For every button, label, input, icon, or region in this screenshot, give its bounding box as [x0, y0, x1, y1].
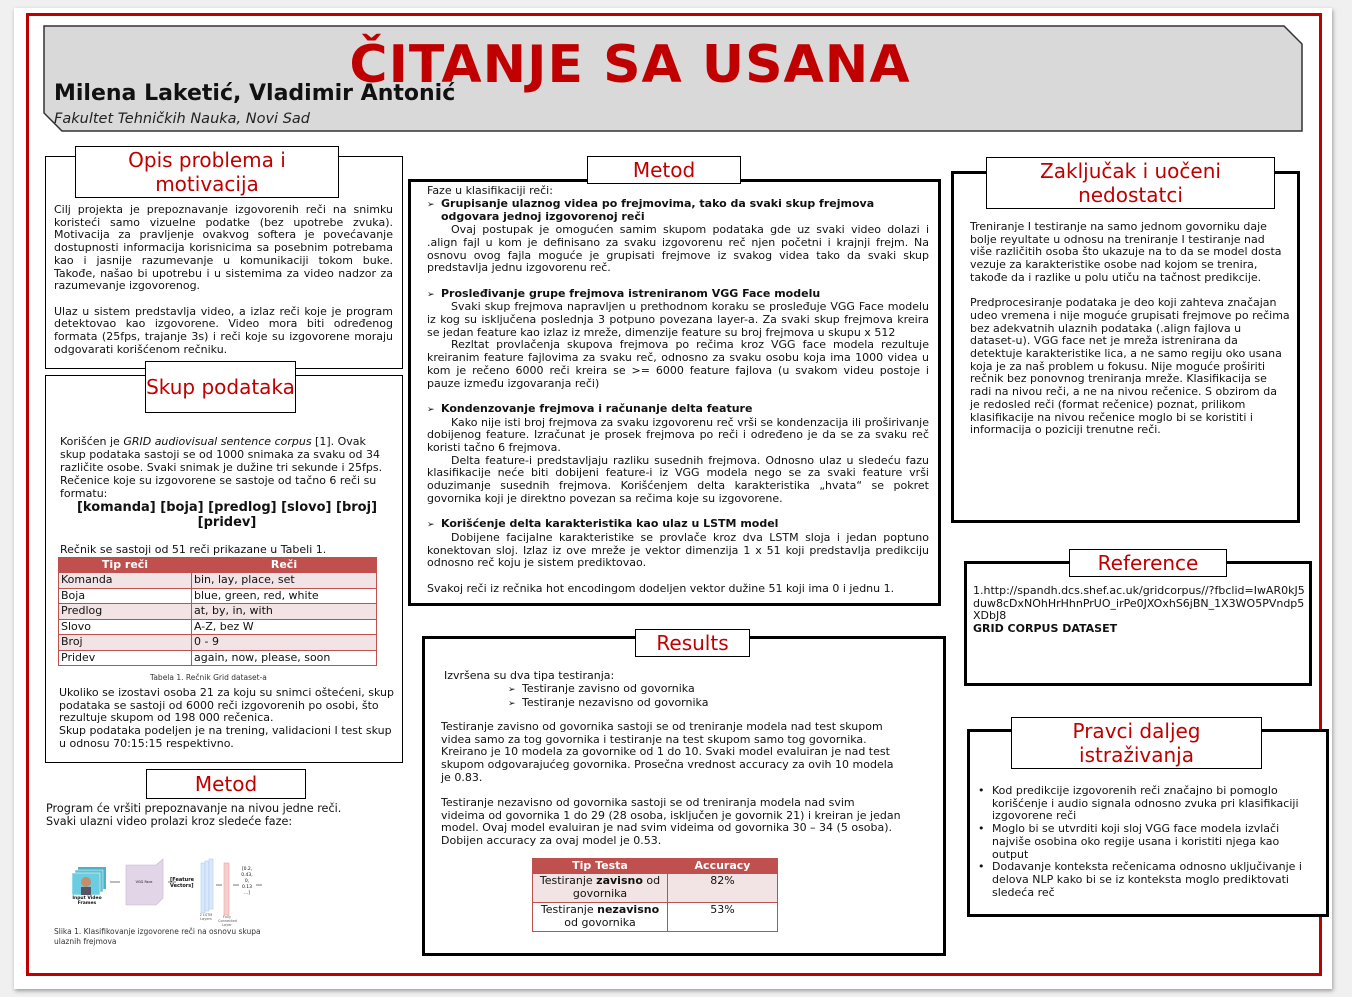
step-paragraph: Ovaj postupak je omogućen samim skupom podataka gde uz svaki video dolazi i .align fajl u kom je definisano za svaku izgovorenu reč njen početni i krajnji frejm. Na osnovu ovog fajla moguće je grupisati frejmove iz svakog videa tako da svaki skup predstavlja jednu izgovorenu reč. [427, 223, 929, 275]
arrow-bullet-icon: ➢ [427, 404, 435, 415]
skup-text-after [59, 687, 399, 751]
opis-paragraph-2: Ulaz u sistem predstavlja video, a izlaz reči koje je program detektovao kao izgovorene. Video mora biti određenog formata (25fps, trajanje 3s) i reči koje su izgovorene moraju odgovarati korišćenom rečniku. [54, 304, 393, 356]
skup-paragraph-3: Ukoliko se izostavi osoba 21 za koju su snimci oštećeni, skup podataka se sastoji od 6000 reči izgovorenih po osobi, što rezultuje skupom od 198 000 rečenica. [59, 686, 394, 725]
diagram-output-label: [0.2, 0.43, 0, 0.13 ...] [241, 867, 253, 896]
section-title-pravci: Pravci daljeg istraživanja [1011, 717, 1262, 769]
skup-text [60, 435, 394, 556]
arrow-bullet-icon: ➢ [508, 685, 516, 695]
arrow-bullet-icon: ➢ [508, 698, 516, 709]
words-cell: bin, lay, place, set [192, 573, 377, 589]
metod-center-text [427, 185, 929, 595]
face-icon [81, 877, 91, 887]
table-header: Tip Testa [533, 859, 668, 874]
word-type-cell: Predlog [59, 604, 192, 620]
words-cell: at, by, in, with [192, 604, 377, 620]
lstm-layer [209, 859, 213, 909]
results-type-item: ➢ Testiranje zavisno od govornika [508, 682, 695, 695]
skup-paragraph-2: Rečnik se sastoji od 51 reči prikazane u Tabeli 1. [60, 542, 327, 556]
word-type-cell: Komanda [59, 573, 192, 589]
pravci-list-container [976, 785, 1316, 899]
test-type-cell: Testiranje zavisno od govornika [533, 874, 668, 903]
metod-left-text [46, 803, 396, 828]
test-type-cell: Testiranje nezavisno od govornika [533, 903, 668, 932]
skup-paragraph-4: Skup podataka podeljen je na trening, validacioni I test skup u odnosu 70:15:15 respektivno. [59, 724, 392, 750]
metod-outro: Svakoj reči iz rečnika hot encodingom dodeljen vektor dužine 51 koji ima 0 i jednu 1. [427, 581, 895, 595]
section-title-zakljucak: Zaključak i uočeni nedostatci [986, 157, 1275, 209]
table-row [59, 635, 377, 651]
affiliation: Fakultet Tehničkih Nauka, Novi Sad [54, 111, 310, 127]
results-paragraph-2: Testiranje nezavisno od govornika sastoji se od treniranja modela nad svim videima od govornika 1 do 29 (28 osoba, isključen je govornik 21) i kreiran je jedan model. Ovaj model evaluiran je nad svim videima od govornika 30 – 34 (5 osoba). Dobijen accuracy za ovaj model je 0.53. [441, 796, 901, 848]
section-title-results: Results [635, 629, 750, 657]
accuracy-table [532, 858, 778, 932]
results-type-item: ➢ Testiranje nezavisno od govornika [508, 695, 709, 709]
step-heading: ➢ Korišćenje delta karakteristika kao ulaz u LSTM model [427, 517, 779, 531]
step-paragraph: Rezltat provlačenja skupova frejmova po rečima kroz VGG face modela rezultuje kreiranim feature fajlovima za svaku reč, odnosno za svaku osobu koja ima 1000 videa u kom je rečeno 6000 reči kreira se >= 6000 feature fajlova (u svakom videu postoje i pauze između izgovaranja reči) [427, 338, 929, 390]
diagram-feature-label: [Feature Vectors] [170, 877, 195, 889]
table-header: Reči [192, 558, 377, 573]
step-heading: ➢ Prosleđivanje grupe frejmova istreniranom VGG Face modelu [427, 286, 821, 300]
list-item: • Kod predikcije izgovorenih reči značajno bi pomoglo korišćenje i audio signala odnosno zvuka pri klasifikaciji izgovorene reči [976, 785, 1316, 823]
step-heading: ➢ Grupisanje ulaznog videa po frejmovima, tako da svaki skup frejmova odgovara jednoj izgovorenoj reči [427, 196, 875, 224]
metod-left-line-2: Svaki ulazni video prolazi kroz sledeće faze: [46, 814, 293, 828]
section-title-metod-left: Metod [146, 769, 306, 799]
opis-paragraph-1: Cilj projekta je prepoznavanje izgovorenih reči na snimku koristeći samo vizuelne podatke (bez upotrebe zvuka). Motivacija za pravljenje ovakvog softera je povećavanje dostupnosti informacija korisnicima sa posebnim potrebama kao i jasnije razumevanje u komunikaciji tokom buke. Takođe, našao bi upotrebu i u sistemima za video nadzor za razumevanje izgovorenog. [54, 203, 393, 293]
list-item: • Dodavanje konteksta rečenicama odnosno uključivanje i delova NLP kako bi se iz konteksta moglo prediktovati sledeća reč [976, 861, 1316, 899]
skup-paragraph-1: Korišćen je GRID audiovisual sentence corpus [1]. Ovak skup podataka sastoji se od 1000 snimaka za svaku od 34 različite osobe. Svaki snimak je dužine tri sekunde i 25fps. Rečenice koje su izgovorene se sastoje od tačno 6 reči su formatu: [60, 435, 383, 500]
zakljucak-text [970, 221, 1290, 437]
table-header: Tip reči [59, 558, 192, 573]
arrow-bullet-icon: ➢ [427, 289, 435, 300]
accuracy-cell: 82% [668, 874, 778, 903]
word-type-cell: Slovo [59, 619, 192, 635]
table-row [59, 588, 377, 604]
results-intro: Izvršena su dva tipa testiranja: [444, 669, 615, 682]
list-item: • Moglo bi se utvrditi koji sloj VGG face modela izvlači najviše osobina oko regije usana i koristiti njega kao output [976, 823, 1316, 861]
results-types-list [508, 683, 808, 710]
word-type-cell: Pridev [59, 650, 192, 666]
table-caption: Tabela 1. Rečnik Grid dataset-a [150, 673, 267, 682]
diagram-lstm-label: 2 LSTM Layers [199, 913, 213, 921]
words-cell: again, now, please, soon [192, 650, 377, 666]
arrow-bullet-icon: ➢ [427, 520, 435, 531]
diagram-input-label: Input Video Frames [72, 896, 102, 906]
step-paragraph: Dobijene facijalne karakteristike se provlače kroz dva LSTM sloja i jedan poptuno konektovan sloj. Izlaz iz ove mreže je vektor dimenzija 1 x 51 koji predstavlja predikciju odnosno reč koju je sistem prediktovao. [427, 530, 929, 570]
word-type-cell: Broj [59, 635, 192, 651]
diagram-vgg-label: VGG Face [135, 880, 153, 884]
skup-sentence-format: [komanda] [boja] [predlog] [slovo] [broj] [pridev] [76, 500, 378, 530]
step-paragraph: Kako nije isti broj frejmova za svaku izgovorenu reč vrši se kondenzacija ili proširivanje dobijenog feature. Izračunat je prosek frejmova po reči i određeno je da se za svaku reč koristi tačno 6 frejmova. [427, 415, 929, 455]
reference-label: GRID CORPUS DATASET [973, 622, 1118, 636]
step-paragraph: Delta feature-i predstavljaju razliku susednih frejmova. Odnosno ulaz u sledeću fazu klasifikacije neće biti dobijeni feature-i iz VGG modela nego se za svaki feature vrši oduzimanje susednih frejmova. Korišćenjem delta karakteristika „hvata“ se pokret govornika koji je direktno povezan sa rečima koje su izgovorene. [427, 453, 929, 505]
lstm-layer [205, 861, 209, 911]
table-row [59, 573, 377, 589]
zakljucak-paragraph-1: Treniranje I testiranje na samo jednom govorniku daje bolje reyultate u odnosu na treniranje I testiranje nad više različitih osoba što ukazuje na to da se model dosta vezuje za karakteristike osobe nad kojom se trenira, takođe da i razlike u polu utiču na tačnost predikcije. [970, 220, 1282, 284]
table-row [59, 619, 377, 635]
reference-link[interactable]: 1.http://spandh.dcs.shef.ac.uk/gridcorpus//?fbclid=IwAR0kJ5duw8cDxNOhHrHhnPrUO_irPe0JXOxhS6jBN_1X3WO5PVndp5XDbJ8 [973, 584, 1305, 623]
accuracy-cell: 53% [668, 903, 778, 932]
table-row [533, 874, 778, 903]
face-shoulders [81, 887, 91, 895]
table-row [533, 903, 778, 932]
section-title-opis: Opis problema i motivacija [75, 146, 339, 198]
authors: Milena Laketić, Vladimir Antonić [54, 81, 456, 106]
words-cell: 0 - 9 [192, 635, 377, 651]
reference-text [973, 585, 1305, 636]
classification-diagram [70, 855, 270, 925]
metod-left-line-1: Program će vršiti prepoznavanje na nivou jedne reči. [46, 802, 342, 815]
table-header-row [59, 558, 377, 573]
words-cell: A-Z, bez W [192, 619, 377, 635]
opis-text [54, 204, 393, 356]
step-heading: ➢ Kondenzovanje frejmova i računanje delta feature [427, 401, 753, 415]
poster-title: ČITANJE SA USANA [349, 35, 911, 95]
lstm-layer [201, 863, 205, 913]
vocabulary-table [58, 557, 377, 666]
table-row [59, 604, 377, 620]
table-row [59, 650, 377, 666]
arrow-bullet-icon: ➢ [427, 199, 435, 210]
word-type-cell: Boja [59, 588, 192, 604]
diagram-fc-label: Fully Connected Layer [218, 915, 237, 927]
figure-caption: Slika 1. Klasifikovanje izgovorene reči na osnovu skupa ulaznih frejmova [54, 927, 261, 946]
section-title-skup: Skup podataka [145, 361, 296, 413]
words-cell: blue, green, red, white [192, 588, 377, 604]
pravci-list [976, 785, 1316, 899]
results-paragraph-1: Testiranje zavisno od govornika sastoji se od treniranje modela nad test skupom videa samo za tog govornika i testiranje na test skupom samo tog govornika. Kreirano je 10 modela za govornike od 1 do 10. Svaki model evaluiran je nad test skupom odgovarajućeg govornika. Prosečna vrednost accuracy za ovih 10 modela je 0.83. [441, 720, 894, 784]
table-header-row [533, 859, 778, 874]
metod-intro: Faze u klasifikaciji reči: [427, 184, 553, 197]
fc-layer [224, 863, 229, 915]
step-paragraph: Svaki skup frejmova napravljen u prethodnom koraku se prosleđuje VGG Face modelu iz kog su isključena poslednja 3 potpuno povezana layer-a. Za svaki skup frejmova kreira se jedan feature kao izlaz iz mreže, dimenzije feature su broj frejmova u skupu x 512 [427, 300, 929, 339]
section-title-reference: Reference [1069, 549, 1227, 577]
zakljucak-paragraph-2: Predprocesiranje podataka je deo koji zahteva značajan udeo vremena i nije moguće grupisati frejmove po rečima bez adekvatnih ulaznih podataka (.align fajlova u dataset-u). VGG face net je mreža istrenirana da detektuje karakteristike lica, a ne samo regiju oko usana koja je za naš problem u fokusu. Nije moguće proširiti rečnik bez ponovnog treniranja mreže. Klasifikacija se radi na nivou reči, a ne na nivou rečenice. S obzirom da je redosled reči (format rečenice) poznat, prilikom klasifikacije na nivou rečenice moglo bi se koristiti i informacija o poziciji trenutne reči. [970, 296, 1290, 437]
table-header: Accuracy [668, 859, 778, 874]
section-title-metod-center: Metod [587, 156, 741, 184]
